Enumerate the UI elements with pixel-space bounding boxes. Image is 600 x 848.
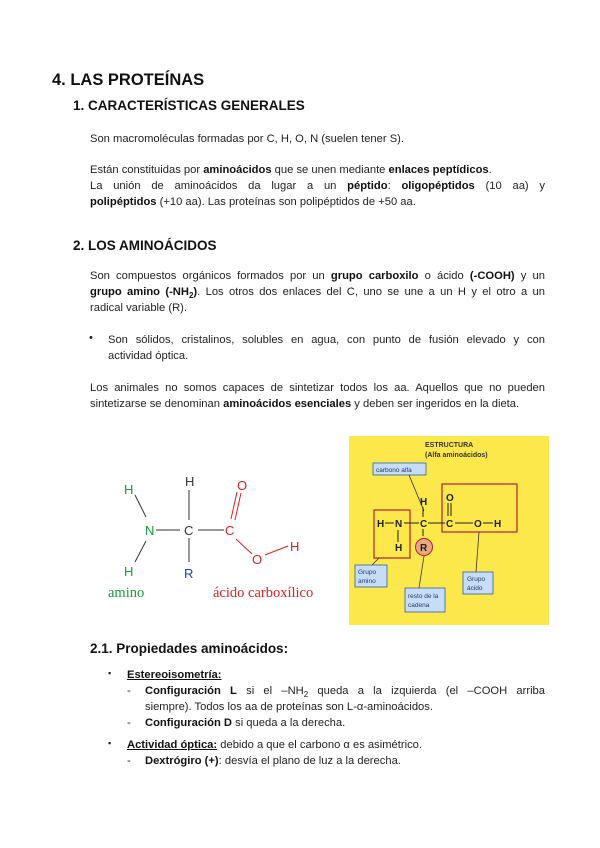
atom-h: H bbox=[124, 564, 134, 579]
label-resto-cadena: cadena bbox=[408, 602, 430, 609]
text: y deben ser ingeridos en la dieta. bbox=[351, 398, 520, 410]
text: si el –NH bbox=[236, 685, 304, 697]
term-cooh: (-COOH) bbox=[469, 270, 515, 282]
atom-c: C bbox=[225, 523, 235, 538]
formula-o: O bbox=[474, 519, 482, 530]
section2-bullet-line2: actividad óptica. bbox=[108, 350, 189, 362]
label-grupo-acido: ácido bbox=[467, 585, 483, 592]
bond-c-o bbox=[236, 539, 252, 554]
label-grupo-amino: Grupo bbox=[358, 569, 377, 576]
figure-subtitle: (Alfa aminoácidos) bbox=[425, 452, 488, 459]
item1-sub1-line2: siempre). Todos los aa de proteínas son L-α-aminoácidos. bbox=[145, 701, 433, 713]
formula-h: H bbox=[420, 497, 428, 508]
section1-heading: 1. CARACTERÍSTICAS GENERALES bbox=[73, 98, 305, 113]
dash: - bbox=[127, 717, 131, 729]
atom-r: R bbox=[184, 566, 194, 581]
square-bullet: ▪ bbox=[108, 738, 112, 748]
atom-n: N bbox=[145, 523, 155, 538]
text: : bbox=[387, 180, 402, 192]
text: queda a la izquierda (el –COOH arriba bbox=[308, 685, 545, 697]
label-carbono-alfa: carbono alfa bbox=[376, 467, 412, 474]
text: debido a que el carbono α es asimétrico. bbox=[217, 739, 422, 751]
text: sintetizarse se denominan bbox=[90, 398, 224, 410]
label-acido-carboxilico: ácido carboxílico bbox=[213, 585, 314, 601]
label-amino: amino bbox=[108, 585, 145, 601]
term-dextrogiro: Dextrógiro (+) bbox=[145, 755, 219, 767]
section2-p2-line1: Los animales no somos capaces de sintetizar todos los aa. Aquellos que no pueden bbox=[90, 382, 545, 394]
dash: - bbox=[127, 685, 131, 697]
subscript: 2 bbox=[188, 291, 194, 301]
dash: - bbox=[127, 755, 131, 767]
bonds bbox=[135, 490, 288, 562]
label-grupo-amino: amino bbox=[358, 578, 376, 585]
formula-n: N bbox=[395, 519, 403, 530]
text: Son compuestos orgánicos formados por un bbox=[90, 270, 331, 282]
text: (+10 aa). Las proteínas son polipéptidos de +50 aa. bbox=[156, 196, 416, 208]
text: y un bbox=[514, 270, 545, 282]
text: Están constituidas por bbox=[90, 164, 204, 176]
atom-o: O bbox=[237, 478, 248, 493]
text: (10 aa) y bbox=[474, 180, 545, 192]
text: grupo amino (-NH bbox=[90, 286, 189, 298]
section1-p3-line1 bbox=[90, 178, 545, 194]
term-configuracion-l: Configuración L bbox=[145, 685, 237, 697]
section1-p2 bbox=[90, 162, 492, 178]
label-resto-cadena: resto de la bbox=[408, 593, 439, 600]
section2-bullet-line1: Son sólidos, cristalinos, solubles en agua, con punto de fusión elevado y con bbox=[108, 334, 545, 346]
term-polipeptidos: polipéptidos bbox=[90, 196, 157, 208]
atom-c: C bbox=[184, 523, 194, 538]
amino-acid-structure-diagram bbox=[100, 468, 340, 608]
term-peptido: péptido bbox=[347, 180, 388, 192]
section1-p3-line2 bbox=[90, 194, 416, 210]
text: que se unen mediante bbox=[271, 164, 389, 176]
term-configuracion-d: Configuración D bbox=[145, 717, 233, 729]
item-title: Actividad óptica: bbox=[127, 739, 218, 751]
label-grupo-acido: Grupo bbox=[467, 576, 486, 583]
subscript: 2 bbox=[303, 690, 309, 700]
text: . bbox=[488, 164, 492, 176]
term-grupo-amino bbox=[90, 286, 198, 301]
text: La unión de aminoácidos da lugar a un bbox=[90, 180, 348, 192]
square-bullet: ▪ bbox=[108, 668, 112, 678]
formula-c: C bbox=[446, 519, 454, 530]
atom-h: H bbox=[290, 539, 300, 554]
alpha-amino-acid-structure-figure bbox=[349, 436, 549, 625]
formula-h: H bbox=[494, 519, 502, 530]
text: si queda a la derecha. bbox=[232, 717, 346, 729]
item2-sub1 bbox=[145, 753, 401, 769]
bullet-dot: • bbox=[89, 332, 93, 344]
section2-p1-line3: radical variable (R). bbox=[90, 302, 187, 314]
bond-n-h-top bbox=[135, 495, 146, 517]
term-enlaces-peptidicos: enlaces peptídicos bbox=[388, 164, 489, 176]
section21-heading: 2.1. Propiedades aminoácidos: bbox=[90, 641, 289, 656]
formula-h: H bbox=[377, 519, 385, 530]
atom-o: O bbox=[252, 552, 263, 567]
atom-h: H bbox=[185, 474, 195, 489]
section1-p1: Son macromoléculas formadas por C, H, O, N (suelen tener S). bbox=[90, 133, 404, 145]
text: ) bbox=[193, 286, 198, 298]
term-aminoacidos: aminoácidos bbox=[203, 164, 272, 176]
formula-r: R bbox=[420, 543, 428, 554]
bond-o-h bbox=[265, 546, 288, 555]
section2-p2-line2 bbox=[90, 396, 519, 412]
formula-h: H bbox=[395, 543, 403, 554]
section2-p1-line1 bbox=[90, 268, 545, 284]
item-estereoisometria bbox=[127, 667, 222, 683]
section2-heading: 2. LOS AMINOÁCIDOS bbox=[73, 238, 217, 253]
bond-n-h-bottom bbox=[135, 541, 146, 562]
formula-c: C bbox=[420, 519, 428, 530]
item-actividad-optica bbox=[127, 737, 422, 753]
text: . Los otros dos enlaces del C, uno se une a un H y el otro a un bbox=[197, 286, 545, 298]
item-title: Estereoisometría: bbox=[127, 669, 222, 681]
text: o ácido bbox=[418, 270, 470, 282]
term-grupo-carboxilo: grupo carboxilo bbox=[330, 270, 419, 282]
atom-h: H bbox=[124, 482, 134, 497]
figure-title: ESTRUCTURA bbox=[425, 442, 474, 449]
term-aminoacidos-esenciales: aminoácidos esenciales bbox=[223, 398, 352, 410]
item1-sub2 bbox=[145, 715, 345, 731]
text: : desvía el plano de luz a la derecha. bbox=[218, 755, 401, 767]
page-title: 4. LAS PROTEÍNAS bbox=[52, 71, 205, 89]
term-oligopeptidos: oligopéptidos bbox=[401, 180, 475, 192]
formula-o: O bbox=[446, 493, 454, 504]
